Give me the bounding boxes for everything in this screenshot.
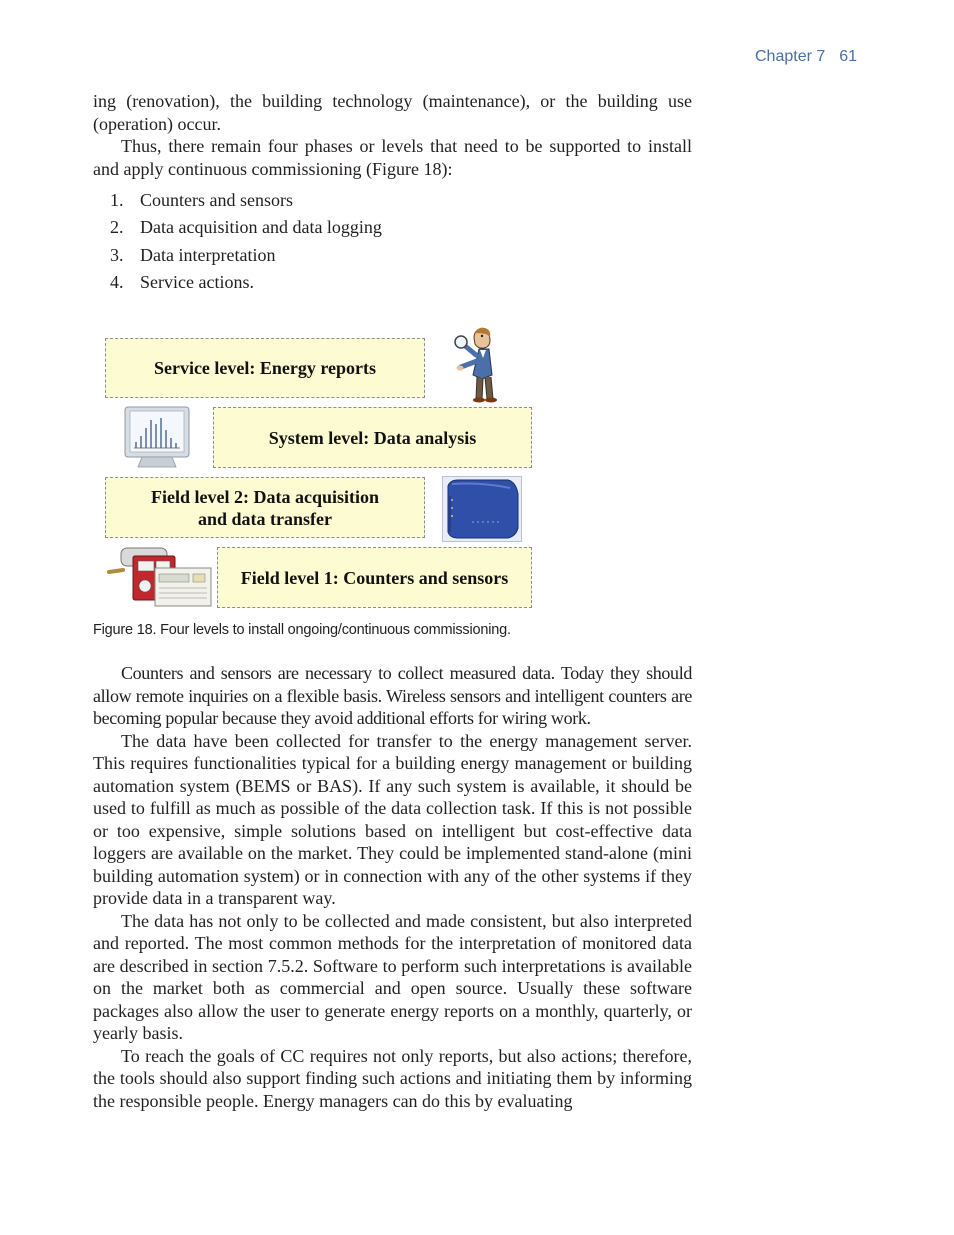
person-magnifier-icon: [452, 325, 504, 405]
page-number: 61: [839, 48, 858, 65]
figure-caption: Figure 18. Four levels to install ongoing/continuous commissioning.: [93, 622, 511, 638]
intro-paragraph-1: ing (renovation), the building technology (maintenance), or the building use (operation) occur.: [93, 91, 692, 134]
body-paragraph-1: Counters and sensors are necessary to collect measured data. Today they should allow remote inquiries on a flexible basis. Wireless sensors and intelligent counters are becoming popular because they avoid additional efforts for wiring work.: [93, 663, 692, 728]
chapter-label: Chapter 7: [755, 48, 826, 65]
service-level-box: Service level: Energy reports: [105, 338, 425, 398]
list-item: 2. Data acquisition and data logging: [110, 217, 382, 238]
body-text: [93, 662, 692, 1112]
running-header: [755, 48, 857, 66]
intro-paragraph-2: Thus, there remain four phases or levels that need to be supported to install and apply continuous commissioning (Figure 18):: [93, 136, 692, 179]
field-level-2-box: [105, 477, 425, 538]
computer-monitor-chart-icon: [124, 406, 190, 468]
data-logger-device-icon: [442, 476, 522, 542]
list-item: 4. Service actions.: [110, 271, 254, 292]
field-level-2-line-1: Field level 2: Data acquisition: [151, 486, 379, 507]
phase-list: [110, 188, 382, 297]
list-item: 3. Data interpretation: [110, 244, 276, 265]
field-level-1-box: Field level 1: Counters and sensors: [217, 547, 532, 608]
list-item: 1. Counters and sensors: [110, 190, 293, 210]
intro-text: [93, 90, 692, 180]
meters-sensors-icon: [107, 546, 213, 608]
body-paragraph-4: To reach the goals of CC requires not only reports, but also actions; therefore, the tools should also support finding such actions and initiating them by informing the responsible people. Energy managers can do this by evaluating: [93, 1045, 692, 1111]
body-paragraph-2: The data have been collected for transfer to the energy management server. This requires functionalities typical for a building energy management or building automation system (BEMS or BAS). If any such system is available, it should be used to fulfill as much as possible of the data collection task. If this is not possible or too expensive, simple solutions based on intelligent but cost-effective data loggers are available on the market. They could be implemented stand-alone (mini building automation system) or in connection with any of the other systems if they provide data in a transparent way.: [93, 730, 692, 908]
field-level-2-line-2: and data transfer: [198, 508, 332, 529]
system-level-box: System level: Data analysis: [213, 407, 532, 468]
body-paragraph-3: The data has not only to be collected and made consistent, but also interpreted and reported. The most common methods for the interpretation of monitored data are described in section 7.5.2. Software to perform such interpretations is available on the market both as commercial and open source. Usually these software packages also allow the user to generate energy reports on a monthly, quarterly, or yearly basis.: [93, 910, 692, 1043]
